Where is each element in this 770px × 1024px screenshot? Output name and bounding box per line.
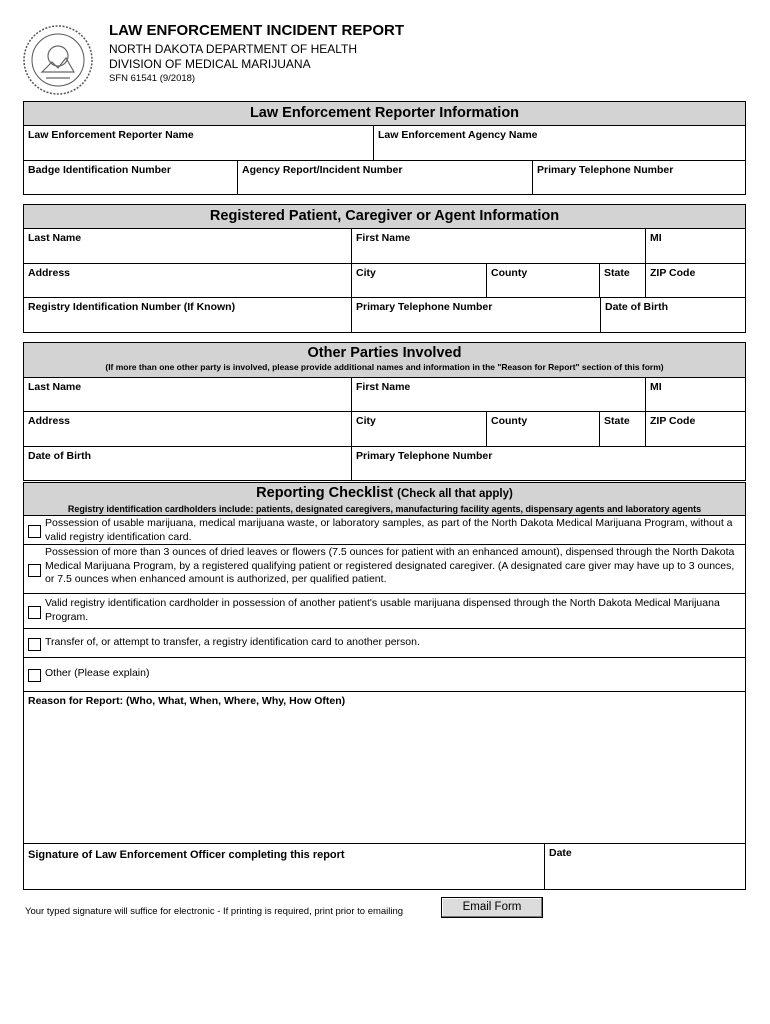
field-label: County bbox=[491, 267, 528, 279]
field-label: Address bbox=[28, 415, 71, 427]
field-label: MI bbox=[650, 232, 662, 244]
field-label: City bbox=[356, 415, 376, 427]
badge-number-field[interactable] bbox=[23, 160, 238, 195]
patient-last-name-field[interactable] bbox=[23, 228, 352, 264]
section-title: Other Parties Involved bbox=[307, 345, 462, 361]
section-title-note: (Check all that apply) bbox=[397, 488, 513, 500]
checkbox-other-patient-marijuana[interactable] bbox=[28, 606, 41, 619]
section-checklist-header bbox=[23, 482, 746, 516]
checkbox-no-valid-card[interactable] bbox=[28, 525, 41, 538]
field-label: Address bbox=[28, 267, 71, 279]
section-subtitle: (If more than one other party is involved, please provide additional names and information in the "Reason for Report" section of this form) bbox=[105, 362, 664, 372]
checkbox-excess-possession[interactable] bbox=[28, 564, 41, 577]
other-county-field[interactable] bbox=[486, 411, 600, 447]
field-label: Law Enforcement Reporter Name bbox=[28, 129, 194, 141]
other-city-field[interactable] bbox=[351, 411, 487, 447]
checklist-item-text: Transfer of, or attempt to transfer, a registry identification card to another person. bbox=[45, 636, 420, 648]
field-label: Date of Birth bbox=[605, 301, 668, 313]
reporter-phone-field[interactable] bbox=[532, 160, 746, 195]
email-form-button[interactable]: Email Form bbox=[441, 897, 543, 918]
patient-city-field[interactable] bbox=[351, 263, 487, 298]
section-title: Law Enforcement Reporter Information bbox=[249, 105, 520, 121]
reporter-name-field[interactable] bbox=[23, 125, 374, 161]
patient-registry-number-field[interactable] bbox=[23, 297, 352, 333]
section-other-parties-header bbox=[23, 342, 746, 378]
other-first-name-field[interactable] bbox=[351, 377, 646, 412]
section-title-wrap bbox=[24, 484, 745, 504]
section-title: Reporting Checklist bbox=[256, 485, 394, 501]
field-label: Agency Report/Incident Number bbox=[242, 164, 403, 176]
field-label: Last Name bbox=[28, 232, 82, 244]
checklist-item bbox=[23, 628, 746, 658]
field-label: Primary Telephone Number bbox=[537, 164, 674, 176]
field-label: Badge Identification Number bbox=[28, 164, 171, 176]
reason-for-report-field[interactable] bbox=[23, 691, 746, 844]
checklist-item bbox=[23, 657, 746, 692]
patient-first-name-field[interactable] bbox=[351, 228, 646, 264]
section-patient-header bbox=[23, 204, 746, 229]
division-name: DIVISION OF MEDICAL MARIJUANA bbox=[109, 57, 311, 71]
field-label: City bbox=[356, 267, 376, 279]
checkbox-other[interactable] bbox=[28, 669, 41, 682]
state-seal-logo bbox=[22, 24, 94, 96]
patient-dob-field[interactable] bbox=[600, 297, 746, 333]
patient-mi-field[interactable] bbox=[645, 228, 746, 264]
other-dob-field[interactable] bbox=[23, 446, 352, 481]
field-label: ZIP Code bbox=[650, 267, 696, 279]
checklist-item-text: Possession of more than 3 ounces of dried leaves or flowers (7.5 ounces for patient with an enhanced amount), dispensed through the North Dakota Medical Marijuana Program, by a registered qualifying patient or registered designated caregiver. (A designated care giver may have up to 3 ounces, or 7.5 ounces when enhanced amount is authorized, per qualified patient. bbox=[45, 546, 735, 585]
field-label: Signature of Law Enforcement Officer completing this report bbox=[28, 849, 345, 861]
field-label: Law Enforcement Agency Name bbox=[378, 129, 538, 141]
field-label: MI bbox=[650, 381, 662, 393]
patient-phone-field[interactable] bbox=[351, 297, 601, 333]
checklist-item-text: Possession of usable marijuana, medical marijuana waste, or laboratory samples, as part of the North Dakota Medical Marijuana Program, without a valid registry identification card. bbox=[45, 517, 733, 543]
checklist-item bbox=[23, 515, 746, 545]
field-label: Last Name bbox=[28, 381, 82, 393]
form-title: LAW ENFORCEMENT INCIDENT REPORT bbox=[109, 22, 404, 39]
checklist-item bbox=[23, 544, 746, 594]
other-address-field[interactable] bbox=[23, 411, 352, 447]
field-label: Date bbox=[549, 847, 572, 859]
section-reporter-header bbox=[23, 101, 746, 126]
signature-date-field[interactable] bbox=[544, 843, 746, 890]
field-label: First Name bbox=[356, 232, 411, 244]
department-name: NORTH DAKOTA DEPARTMENT OF HEALTH bbox=[109, 42, 358, 56]
checklist-item bbox=[23, 593, 746, 629]
form-number: SFN 61541 (9/2018) bbox=[109, 73, 196, 84]
field-label: County bbox=[491, 415, 528, 427]
section-subtitle: Registry identification cardholders include: patients, designated caregivers, manufacturing facility agents, dispensary agents and laboratory agents bbox=[67, 504, 702, 514]
field-label: State bbox=[604, 415, 630, 427]
agency-name-field[interactable] bbox=[373, 125, 746, 161]
field-label: State bbox=[604, 267, 630, 279]
other-phone-field[interactable] bbox=[351, 446, 746, 481]
patient-zip-field[interactable] bbox=[645, 263, 746, 298]
footer-note: Your typed signature will suffice for electronic - If printing is required, print prior to emailing bbox=[25, 906, 404, 917]
other-mi-field[interactable] bbox=[645, 377, 746, 412]
field-label: Primary Telephone Number bbox=[356, 301, 493, 313]
field-label: Primary Telephone Number bbox=[356, 450, 493, 462]
field-label: First Name bbox=[356, 381, 411, 393]
checklist-item-text: Valid registry identification cardholder in possession of another patient's usable marijuana dispensed through the North Dakota Medical Marijuana Program. bbox=[45, 597, 720, 623]
field-label: Reason for Report: (Who, What, When, Where, Why, How Often) bbox=[28, 695, 346, 707]
patient-address-field[interactable] bbox=[23, 263, 352, 298]
field-label: ZIP Code bbox=[650, 415, 696, 427]
other-zip-field[interactable] bbox=[645, 411, 746, 447]
section-title: Registered Patient, Caregiver or Agent Information bbox=[209, 208, 560, 224]
other-last-name-field[interactable] bbox=[23, 377, 352, 412]
checkbox-card-transfer[interactable] bbox=[28, 638, 41, 651]
checklist-item-text: Other (Please explain) bbox=[45, 667, 150, 679]
patient-county-field[interactable] bbox=[486, 263, 600, 298]
field-label: Date of Birth bbox=[28, 450, 91, 462]
patient-state-field[interactable] bbox=[599, 263, 646, 298]
field-label: Registry Identification Number (If Known) bbox=[28, 301, 236, 313]
other-state-field[interactable] bbox=[599, 411, 646, 447]
signature-field[interactable] bbox=[23, 843, 545, 890]
incident-number-field[interactable] bbox=[237, 160, 533, 195]
